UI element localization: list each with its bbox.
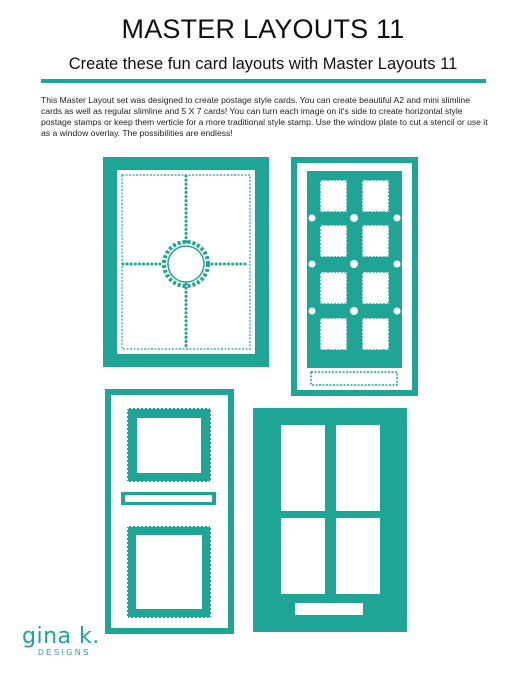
window-pane-top-left [281, 425, 325, 511]
window-label-strip [295, 603, 363, 615]
description-paragraph: This Master Layout set was designed to create postage style cards. You can create beautiful A2 and mini slimline cards as well as regular slimline and 5 X 7 cards! You can turn each image on it's side to create horizontal style postage stamps or keep them verticle for a more traditional style stamp. Use the window plate to cut a stencil or use it as a window overlay. The possibilities are endless! [41, 95, 488, 138]
brand-name: gina k. [22, 624, 100, 649]
card-layout-4 [253, 408, 407, 632]
brand-logo [22, 626, 100, 657]
page-subtitle: Create these fun card layouts with Master Layouts 11 [68, 55, 458, 73]
page-title: MASTER LAYOUTS 11 [121, 14, 405, 44]
window-pane-bottom-right [336, 518, 380, 594]
brand-subline: DESIGNS [38, 648, 91, 657]
window-pane-top-right [336, 425, 380, 511]
window-pane-bottom-left [281, 518, 325, 594]
